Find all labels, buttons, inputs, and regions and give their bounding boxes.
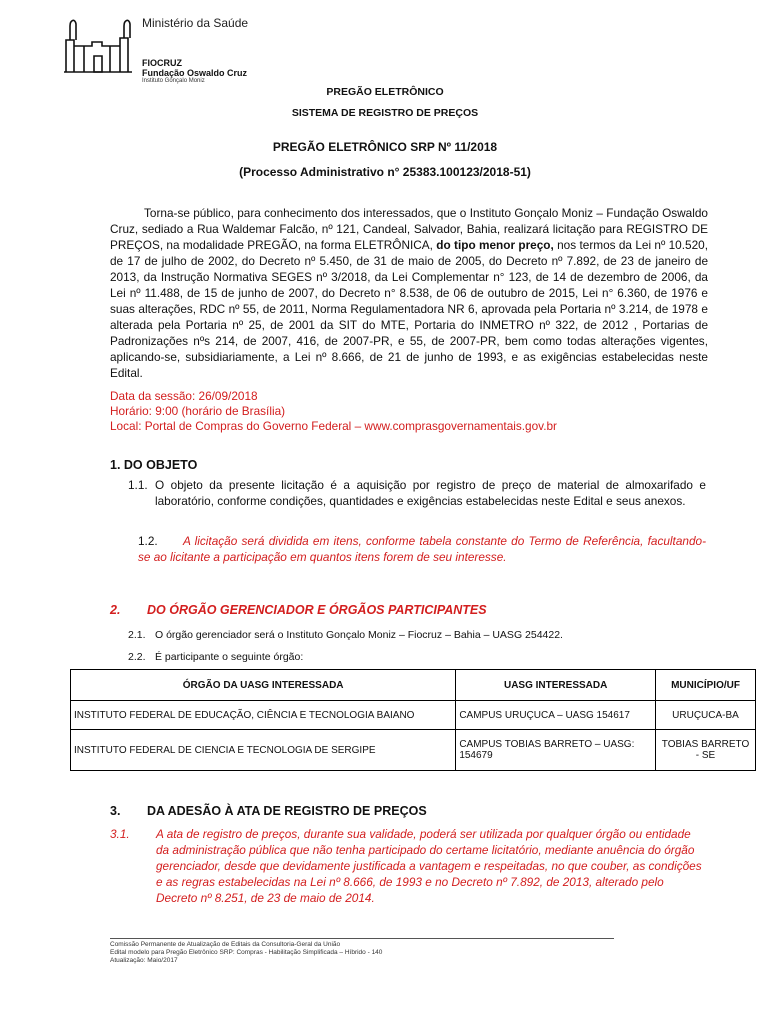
table-cell-municipio: TOBIAS BARRETO - SE — [656, 730, 756, 771]
foundation-text: Fundação Oswaldo Cruz — [142, 68, 248, 78]
section-3-number: 3. — [110, 804, 121, 818]
intro-text-1: Torna-se público, para conhecimento dos interessados, que o Instituto Gonçalo Moniz – Fundação Oswaldo Cruz, sediado a Rua Waldemar Falcão, nº 121, Candeal, Salvador, Bahia, realizará licitação para REGISTRO DE PREÇOS, na modalidade PREGÃO, na forma ELETRÔNICA, — [110, 206, 708, 252]
section-2-number: 2. — [110, 603, 121, 617]
item-3-1-text: A ata de registro de preços, durante sua validade, poderá ser utilizada por qualquer órgão ou entidade da administração pública que não tenha participado do certame licitatório, mediante anuência do órgão gerenciador, desde que devidamente justificada a vantagem e respeitadas, no que couber, as condições e as regras estabelecidas na Lei nº 8.666, de 1993 e no Decreto nº 7.892, de 2013, alterado pelo Decreto nº 8.251, de 23 de maio de 2014. — [156, 827, 702, 905]
session-time: Horário: 9:00 (horário de Brasília) — [110, 404, 286, 418]
castle-icon — [62, 16, 137, 74]
fiocruz-text: FIOCRUZ — [142, 58, 182, 68]
table-cell-uasg: CAMPUS URUÇUCA – UASG 154617 — [456, 701, 656, 730]
table-header-orgao: ÓRGÃO DA UASG INTERESSADA — [71, 670, 456, 701]
item-1-1-text: O objeto da presente licitação é a aquisição por registro de preço de material de almoxarifado e laboratório, conforme condições, quantidades e exigências estabelecidas neste Edital e seus anexos. — [155, 478, 706, 508]
footer-line-1: Comissão Permanente de Atualização de Editais da Consultoria-Geral da União — [110, 941, 341, 948]
section-2-title: DO ÓRGÃO GERENCIADOR E ÓRGÃOS PARTICIPANTES — [147, 603, 487, 617]
item-1-2 — [138, 533, 706, 565]
footer-line-3: Atualização: Maio/2017 — [110, 957, 178, 964]
item-2-1-number: 2.1. — [128, 629, 146, 641]
table-header-uasg: UASG INTERESSADA — [456, 670, 656, 701]
section-1-title: 1. DO OBJETO — [110, 458, 198, 472]
item-1-2-text: A licitação será dividida em itens, conforme tabela constante do Termo de Referência, facultando-se ao licitante a participação em quantos itens forem de seu interesse. — [138, 534, 706, 564]
session-place: Local: Portal de Compras do Governo Federal – www.comprasgovernamentais.gov.br — [110, 419, 557, 433]
table-cell-orgao: INSTITUTO FEDERAL DE CIENCIA E TECNOLOGIA DE SERGIPE — [71, 730, 456, 771]
item-3-1-number: 3.1. — [110, 827, 130, 841]
section-3-title: DA ADESÃO À ATA DE REGISTRO DE PREÇOS — [147, 804, 427, 818]
table-cell-orgao: INSTITUTO FEDERAL DE EDUCAÇÃO, CIÊNCIA E TECNOLOGIA BAIANO — [71, 701, 456, 730]
uasg-table — [70, 669, 756, 771]
item-1-2-number: 1.2. — [138, 534, 158, 548]
table-header-row — [71, 670, 756, 701]
ministry-text: Ministério da Saúde — [142, 16, 249, 30]
table-cell-uasg: CAMPUS TOBIAS BARRETO – UASG: 154679 — [456, 730, 656, 771]
item-2-1-text: O órgão gerenciador será o Instituto Gonçalo Moniz – Fiocruz – Bahia – UASG 254422. — [155, 629, 563, 641]
institute-text: Instituto Gonçalo Moniz — [142, 78, 205, 84]
item-2-2-text: É participante o seguinte órgão: — [155, 651, 304, 663]
title-process: (Processo Administrativo n° 25383.100123/2018-51) — [239, 165, 531, 179]
title-number: PREGÃO ELETRÔNICO SRP Nº 11/2018 — [272, 140, 498, 154]
table-row — [71, 701, 756, 730]
title-srp: SISTEMA DE REGISTRO DE PREÇOS — [291, 107, 479, 119]
item-1-1-number: 1.1. — [128, 478, 148, 492]
intro-text-2: nos termos da Lei nº 10.520, de 17 de julho de 2002, do Decreto nº 5.450, de 31 de maio de 2005, do Decreto nº 7.892, de 23 de janeiro de 2013, da Instrução Normativa SEGES nº 3/2018, da Lei Complementar n° 123, de 14 de dezembro de 2006, da Lei nº 11.488, de 15 de junho de 2007, do Decreto n° 8.538, de 06 de outubro de 2015, Lei n° 6.360, de 1976 e suas alterações, RDC nº 55, de 2011, Norma Regulamentadora NR 6, aprovada pela Portaria nº 3.214, de 1978 e alterada pela Portaria nº 25, de 2001 da SIT do MTE, Portaria do INMETRO nº 322, de 2012 , Portarias de Padronizações nºs 214, de 2007, 416, de 2007-PR, e 55, de 2007-PR, bem como todas alterações vigentes, aplicando-se, subsidiariamente, a Lei nº 8.666, de 21 de junho de 1993, e as exigências estabelecidas neste Edital. — [110, 238, 708, 380]
footer-divider — [110, 938, 614, 939]
table-row — [71, 730, 756, 771]
intro-paragraph — [110, 205, 708, 381]
title-pregao: PREGÃO ELETRÔNICO — [326, 86, 444, 98]
session-date: Data da sessão: 26/09/2018 — [110, 389, 258, 403]
table-cell-municipio: URUÇUCA-BA — [656, 701, 756, 730]
table-header-municipio: MUNICÍPIO/UF — [656, 670, 756, 701]
item-2-2-number: 2.2. — [128, 651, 146, 663]
fiocruz-logo — [62, 14, 312, 84]
footer-line-2: Edital modelo para Pregão Eletrônico SRP: Compras - Habilitação Simplificada – Híbrido - 140 — [110, 949, 383, 956]
intro-bold: do tipo menor preço, — [436, 238, 554, 252]
